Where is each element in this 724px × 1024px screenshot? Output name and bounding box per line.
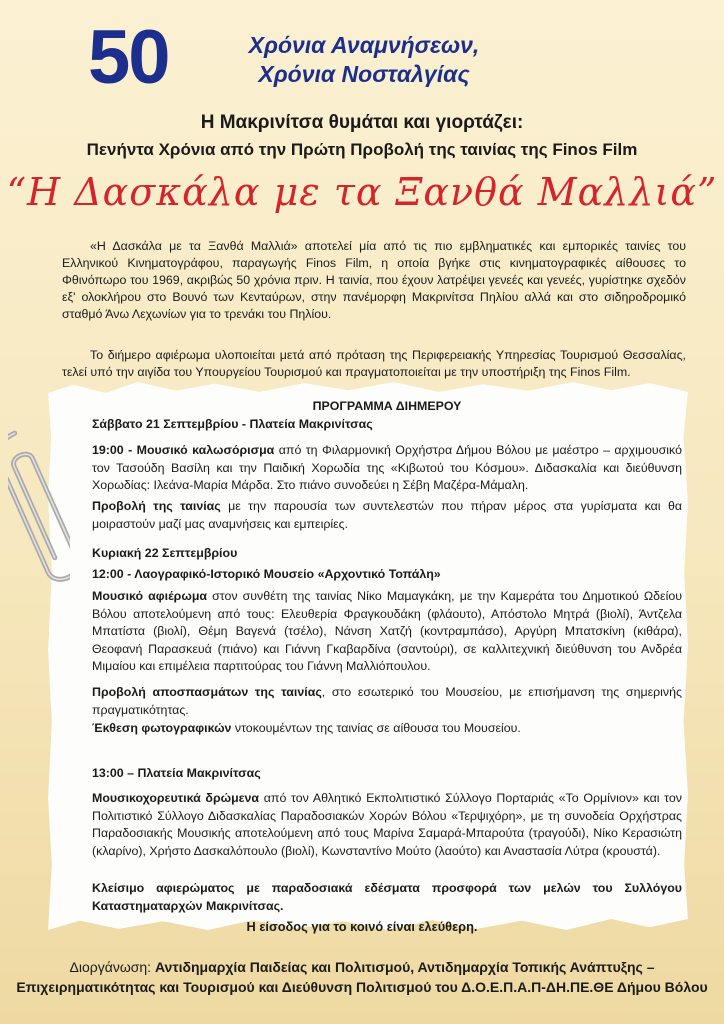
event-dances bbox=[92, 790, 682, 860]
event-photo-exhibition bbox=[92, 720, 682, 738]
event-screening bbox=[92, 498, 682, 533]
program-title: ΠΡΟΓΡΑΜΜΑ ΔΙΗΜΕΡΟΥ bbox=[312, 399, 462, 413]
event-music-tribute-title: Μουσικό αφιέρωμα bbox=[92, 589, 208, 603]
venue-museum: 12:00 - Λαογραφικό-Ιστορικό Μουσείο «Αρχοντικό Τοπάλη» bbox=[92, 567, 441, 581]
event-screening-text: με την παρουσία των συντελεστών που πήραν μέρος στα γυρίσματα και θα μοιραστούν μαζί μας αναμνήσεις και εμπειρίες. bbox=[92, 499, 682, 531]
day2-heading: Κυριακή 22 Σεπτεμβρίου bbox=[92, 546, 238, 560]
event-dances-title: Μουσικοχορευτικά δρώμενα bbox=[92, 791, 260, 805]
subtitle-1: Η Μακρινίτσα θυμάται και γιορτάζει: bbox=[200, 112, 524, 133]
event-welcome bbox=[92, 442, 682, 495]
event-music-tribute bbox=[92, 588, 682, 676]
event-excerpts-text: , στο εσωτερικό του Μουσείου, με επισήμανση της σημερινής πραγματικότητας. bbox=[92, 685, 682, 717]
intro-paragraph-2: Το διήμερο αφιέρωμα υλοποιείται μετά από πρόταση της Περιφερειακής Υπηρεσίας Τουρισμού Θεσσαλίας, τελεί υπό την αιγίδα του Υπουργείου Τουρισμού και πραγματοποιείται με την υποστήριξη της Finos Film. bbox=[62, 348, 686, 379]
organizers-line-1: Αντιδημαρχία Παιδείας και Πολιτισμού, Αντιδημαρχία Τοπικής Ανάπτυξης – bbox=[154, 959, 655, 975]
intro-paragraph-1: «Η Δασκάλα με τα Ξανθά Μαλλιά» αποτελεί μία από τις πιο εμβληματικές και εμπορικές ταινίες του Ελληνικού Κινηματογράφου, παραγωγής Finos Film, η οποία βγήκε στις κινηματογραφικές αίθουσες το Φθινόπωρο του 1969, ακριβώς 50 χρόνια πριν. Η ταινία, που έχουν λατρέψει γενεές και γενεές, γυρίστηκε σχεδόν εξ' ολοκλήρου στο Βουνό των Κενταύρων, στην πανέμορφη Μακρινίτσα Πηλίου αλλά και στο σιδηροδρομικό σταθμό Άνω Λεχωνίων για το τρενάκι του Πηλίου. bbox=[62, 239, 686, 321]
event-excerpts-title: Προβολή αποσπασμάτων της ταινίας bbox=[92, 685, 322, 699]
subtitle-2: Πενήντα Χρόνια από την Πρώτη Προβολή της ταινίας της Finos Film bbox=[86, 140, 638, 159]
title-line-2: Χρόνια Νοσταλγίας bbox=[258, 61, 470, 87]
venue-square: 13:00 – Πλατεία Μακρινίτσας bbox=[92, 766, 261, 780]
event-dances-text: από τον Αθλητικό Εκπολιτιστικό Σύλλογο Πορταριάς «Το Ορμίνιον» και τον Πολιτιστικό Σύλλογο Διδασκαλίας Παραδοσιακών Χορών Βόλου «Τερψιχόρη», με τη συνοδεία Ορχήστρας Παραδοσιακής Μουσικής αποτελούμενη από τους Μαρίνα Σαμαρά-Μπαρούτα (τραγούδι), Νίκο Κερασιώτη (κλαρίνο), Χρήστο Δασκαλόπουλο (βιολί), Κωνσταντίνο Μούτο (λαούτο) και Αναστασία Λύτρα (κρουστά). bbox=[92, 791, 682, 858]
organizers bbox=[0, 957, 724, 997]
paperclip-icon bbox=[8, 420, 70, 600]
free-entry-note: Η είσοδος για το κοινό είναι ελεύθερη. bbox=[246, 919, 478, 934]
event-excerpts bbox=[92, 684, 682, 719]
day1-heading: Σάββατο 21 Σεπτεμβρίου - Πλατεία Μακρινίτσας bbox=[92, 417, 373, 431]
movie-title: “Η Δασκάλα με τα Ξανθά Μαλλιά” bbox=[6, 170, 718, 214]
organizers-label: Διοργάνωση: bbox=[69, 959, 155, 975]
title-line-1: Χρόνια Αναμνήσεων, bbox=[248, 32, 480, 58]
event-screening-title: Προβολή της ταινίας bbox=[92, 499, 221, 513]
organizers-line-2: Επιχειρηματικότητας και Τουρισμού και Διεύθυνση Πολιτισμού του Δ.Ο.Ε.Π.Α.Π-ΔΗ.ΠΕ.ΘΕ Δήμου Βόλου bbox=[16, 979, 708, 995]
event-welcome-title: 19:00 - Μουσικό καλωσόρισμα bbox=[92, 443, 275, 457]
event-welcome-text: από τη Φιλαρμονική Ορχήστρα Δήμου Βόλου με μαέστρο – αρχιμουσικό τον Τασούδη Βασίλη και την Παιδική Χορωδία της «Κιβωτού του Κόσμου». Διδασκαλία και διεύθυνση Χορωδίας: Ιλεάνα-Μαρία Μάρδα. Στο πιάνο συνοδεύει η Σέβη Μαζέρα-Μάμαλη. bbox=[92, 443, 682, 492]
event-closing-text: Κλείσιμο αφιερώματος με παραδοσιακά εδέσματα προσφορά των μελών του Συλλόγου Καταστηματαρχών Μακρινίτσας. bbox=[92, 881, 682, 913]
event-closing bbox=[92, 880, 682, 915]
event-music-tribute-text: στον συνθέτη της ταινίας Νίκο Μαμαγκάκη, με την Καμεράτα του Δημοτικού Ωδείου Βόλου αποτελούμενη από τους: Ελευθερία Φραγκουδάκη (φλάουτο), Απόστολο Μητρά (βιολί), Άντζελα Μπατίστα (βιολί), Θέμη Βαγενά (τσέλο), Νάνση Χατζή (κοντραμπάσο), Αργύρη Μπατσκίνη (κιθάρα), Θεοφανή Παρασκευά (πιάνο) και Γιάννη Γκαβαρδίνα (σαντούρι), σε καλλιτεχνική διεύθυνση του Ανδρέα Μιμαίου και επιμέλεια παρτιτούρας του Γιάννη Μαλλιόπουλου. bbox=[92, 589, 682, 673]
event-photo-exhibition-text: ντοκουμέντων της ταινίας σε αίθουσα του Μουσείου. bbox=[231, 721, 521, 735]
anniversary-number: 50 bbox=[88, 15, 169, 100]
event-photo-exhibition-title: Έκθεση φωτογραφικών bbox=[92, 721, 232, 735]
